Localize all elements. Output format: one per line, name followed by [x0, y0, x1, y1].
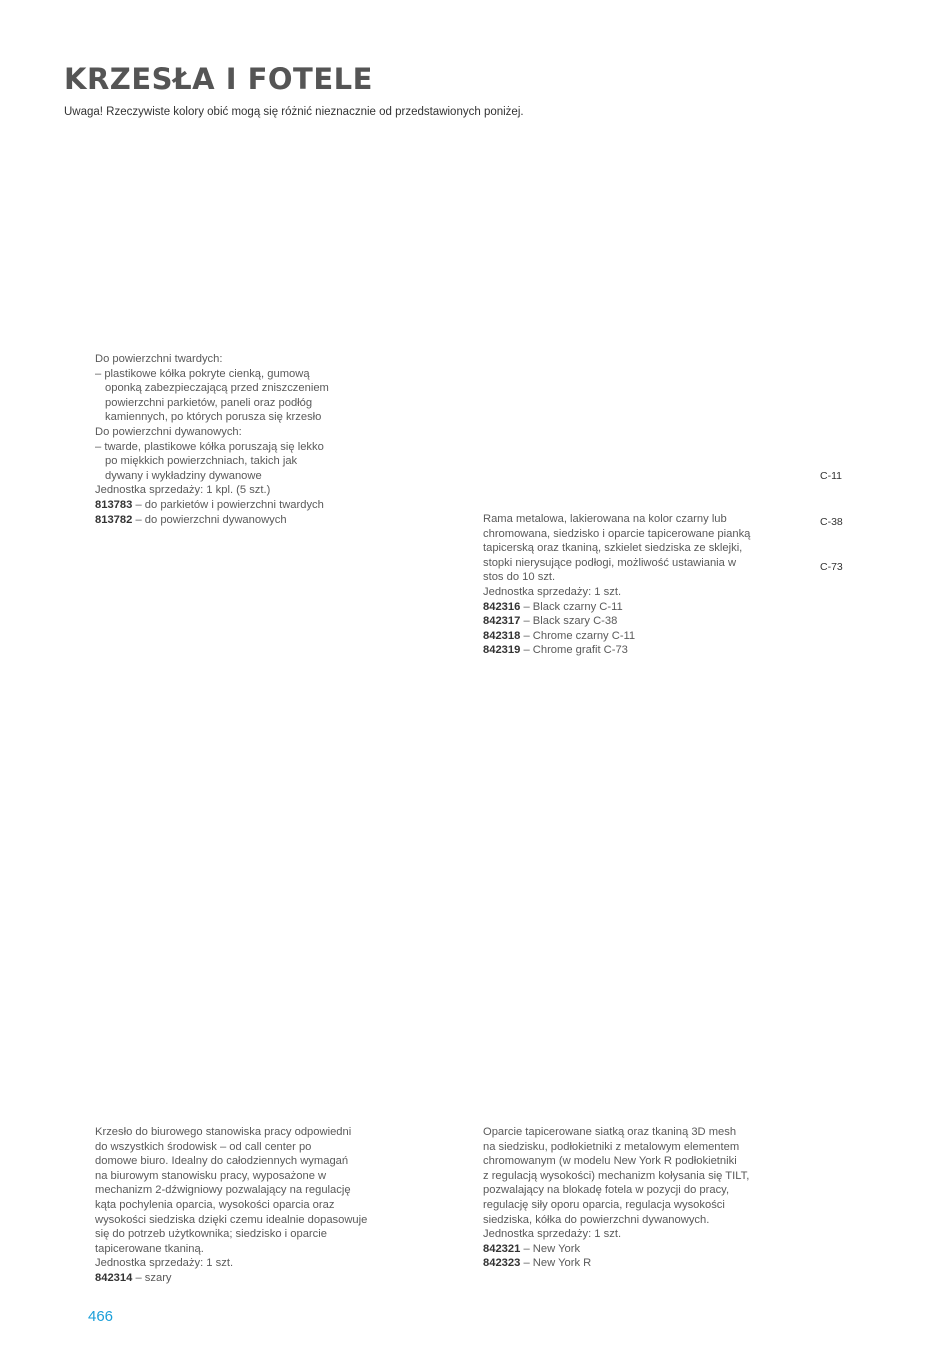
- product-variant: [95, 513, 329, 528]
- variant-label: – do parkietów i powierzchni twardych: [132, 498, 324, 511]
- product-code: 842323: [483, 1257, 521, 1270]
- variant-label: – do powierzchni dywanowych: [132, 513, 287, 526]
- description-line: z regulacją wysokości) mechanizm kołysania się TILT,: [483, 1169, 750, 1182]
- description-line: domowe biuro. Idealny do całodziennych wymagań: [95, 1155, 349, 1168]
- product-variant: [483, 1256, 749, 1271]
- swatch-code: C-73: [820, 561, 843, 573]
- description-line: stos do 10 szt.: [483, 571, 556, 584]
- page-number: 466: [88, 1308, 114, 1325]
- description-line: stopki nierysujące podłogi, możliwość ustawiania w: [483, 556, 737, 569]
- description-line: Rama metalowa, lakierowana na kolor czarny lub: [483, 513, 727, 525]
- product-variant: [95, 498, 329, 513]
- sales-unit: Jednostka sprzedaży: 1 szt.: [483, 1228, 622, 1241]
- office-chair-description: [95, 1125, 367, 1286]
- product-variant: [483, 600, 750, 615]
- product-variant: [483, 1242, 749, 1257]
- product-variant: [95, 1271, 367, 1286]
- description-line: do wszystkich środowisk – od call center po: [95, 1140, 312, 1153]
- mesh-chair-description: [483, 1125, 749, 1271]
- variant-label: – Chrome czarny C-11: [520, 629, 636, 642]
- description-line: pozwalający na blokadę fotela w pozycji do pracy,: [483, 1184, 730, 1197]
- description-line: kąta pochylenia oparcia, wysokości oparcia oraz: [95, 1198, 335, 1211]
- hard-floor-line: powierzchni parkietów, paneli oraz podłóg: [105, 396, 313, 409]
- carpet-line: – twarde, plastikowe kółka poruszają się lekko: [95, 440, 324, 453]
- description-line: tapicerowane tkaniną.: [95, 1242, 204, 1255]
- variant-label: – Black szary C-38: [520, 615, 618, 628]
- variant-label: – szary: [132, 1271, 172, 1284]
- description-line: na biurowym stanowisku pracy, wyposażone w: [95, 1169, 327, 1182]
- page-title: KRZESŁA I FOTELE: [64, 62, 373, 96]
- description-line: chromowanym (w modelu New York R podłokietniki: [483, 1155, 737, 1168]
- product-code: 842319: [483, 644, 521, 657]
- carpet-line: dywany i wykładziny dywanowe: [105, 469, 262, 482]
- description-line: regulację siły oporu oparcia, regulacja wysokości: [483, 1198, 725, 1211]
- carpet-line: po miękkich powierzchniach, takich jak: [105, 455, 298, 468]
- product-code: 813782: [95, 513, 133, 526]
- hard-floor-line: – plastikowe kółka pokryte cienką, gumową: [95, 367, 310, 380]
- product-code: 813783: [95, 498, 133, 511]
- sales-unit: Jednostka sprzedaży: 1 szt.: [483, 585, 622, 598]
- sales-unit: Jednostka sprzedaży: 1 kpl. (5 szt.): [95, 484, 271, 497]
- product-variant: [483, 629, 750, 644]
- color-disclaimer: Uwaga! Rzeczywiste kolory obić mogą się różnić nieznacznie od przedstawionych poniżej.: [64, 106, 524, 118]
- swatch-code: C-38: [820, 516, 843, 528]
- product-code: 842314: [95, 1271, 133, 1284]
- description-line: chromowana, siedzisko i oparcie tapicerowane pianką: [483, 527, 751, 540]
- description-line: Krzesło do biurowego stanowiska pracy odpowiedni: [95, 1126, 352, 1138]
- variant-label: – New York: [520, 1242, 581, 1255]
- description-line: Oparcie tapicerowane siatką oraz tkaniną 3D mesh: [483, 1126, 737, 1138]
- variant-label: – Black czarny C-11: [520, 600, 623, 613]
- product-code: 842317: [483, 615, 521, 628]
- description-line: na siedzisku, podłokietniki z metalowym elementem: [483, 1140, 740, 1153]
- hard-floor-heading: Do powierzchni twardych:: [95, 353, 223, 365]
- product-code: 842321: [483, 1242, 521, 1255]
- sales-unit: Jednostka sprzedaży: 1 szt.: [95, 1257, 234, 1270]
- description-line: wysokości siedziska dzięki czemu idealnie dopasowuje: [95, 1213, 368, 1226]
- product-variant: [483, 614, 750, 629]
- description-line: siedziska, kółka do powierzchni dywanowych.: [483, 1213, 710, 1226]
- description-line: się do potrzeb użytkownika; siedzisko i oparcie: [95, 1228, 327, 1241]
- hard-floor-line: kamiennych, po których porusza się krzesło: [105, 411, 322, 424]
- hard-floor-line: oponką zabezpieczającą przed zniszczeniem: [105, 382, 329, 395]
- castors-description: [95, 352, 329, 527]
- product-code: 842318: [483, 629, 521, 642]
- variant-label: – New York R: [520, 1257, 592, 1270]
- product-variant: [483, 643, 750, 658]
- chair-description: [483, 512, 750, 658]
- product-code: 842316: [483, 600, 521, 613]
- carpet-heading: Do powierzchni dywanowych:: [95, 425, 242, 438]
- description-line: mechanizm 2-dźwigniowy pozwalający na regulację: [95, 1184, 351, 1197]
- swatch-code: C-11: [820, 470, 842, 482]
- description-line: tapicerską oraz tkaniną, szkielet siedziska ze sklejki,: [483, 542, 743, 555]
- variant-label: – Chrome grafit C-73: [520, 644, 628, 657]
